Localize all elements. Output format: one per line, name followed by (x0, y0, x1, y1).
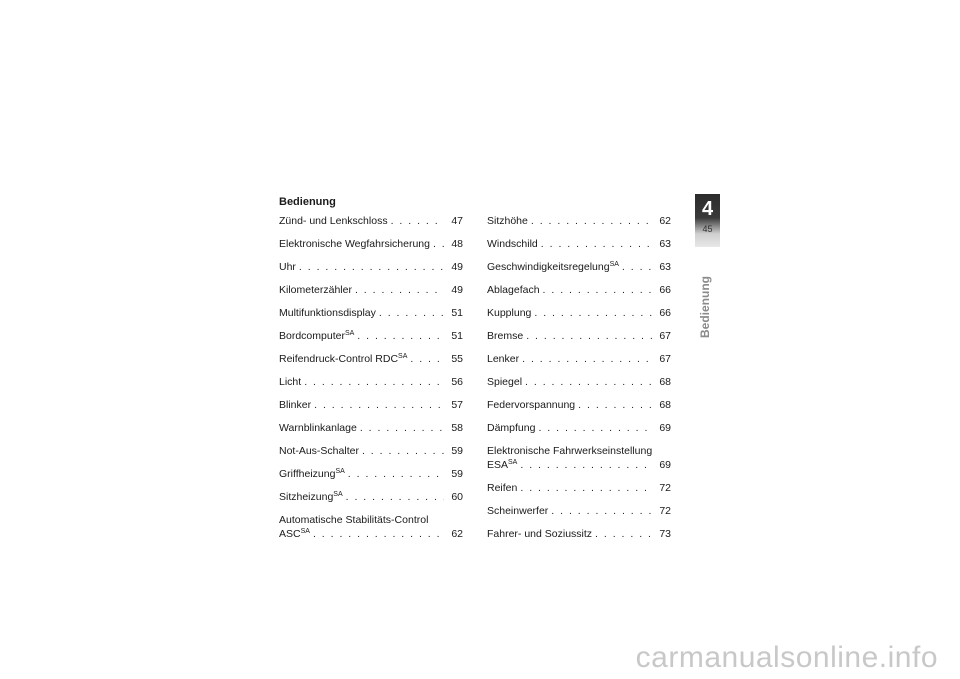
toc-entry-title: $ESA^{SA}$ (487, 459, 518, 471)
toc-entry-title: Sitzhöhe (487, 215, 528, 227)
special-equipment-marker: SA (609, 261, 619, 268)
toc-entry-title: Licht (279, 376, 302, 388)
toc-entry-page: 73 (659, 528, 671, 540)
toc-entry-title: Multifunktionsdisplay (279, 307, 376, 319)
toc-entry-title: Windschild (487, 238, 538, 250)
dot-leader (362, 445, 444, 458)
toc-entry-page: 62 (659, 215, 671, 227)
toc-entry-page: 48 (451, 238, 463, 250)
toc-entry-title: Dämpfung (487, 422, 536, 434)
special-equipment-marker: SA (335, 468, 345, 475)
toc-entry[interactable] (279, 445, 463, 458)
toc-entry-page: 68 (659, 376, 671, 388)
toc-entry-title: Scheinwerfer (487, 505, 549, 517)
dot-leader (520, 459, 652, 472)
dot-leader (595, 528, 652, 541)
toc-entry[interactable] (279, 491, 463, 504)
special-equipment-marker: SA (333, 491, 343, 498)
toc-entry-page: 51 (451, 307, 463, 319)
toc-entry-title: Fahrer- und Soziussitz (487, 528, 593, 540)
dot-leader (622, 261, 652, 274)
toc-entry[interactable] (487, 376, 671, 389)
chapter-tab (695, 194, 720, 247)
toc-entry-page: 66 (659, 284, 671, 296)
toc-entry-title: Sitzheizung$^{SA}$ (279, 491, 343, 503)
toc-entry[interactable] (279, 307, 463, 320)
special-equipment-marker: SA (300, 528, 310, 535)
special-equipment-marker: SA (344, 330, 355, 337)
toc-entry-title: Lenker (487, 353, 520, 365)
toc-entry-title: Zünd- und Lenkschloss (279, 215, 388, 227)
toc-entry-title: Warnblinkanlage (279, 422, 357, 434)
toc-entry[interactable] (487, 238, 671, 251)
toc-entry[interactable] (279, 330, 463, 343)
toc-entry-page: 63 (659, 238, 671, 250)
toc-entry[interactable] (279, 399, 463, 412)
page-number: 45 (702, 224, 713, 234)
dot-leader (525, 376, 652, 389)
toc-entry-title: Elektronische Wegfahrsicherung (279, 238, 430, 250)
toc-entry[interactable] (487, 482, 671, 495)
dot-leader (348, 468, 444, 481)
toc-entry-page: 72 (659, 482, 671, 494)
dot-leader (543, 284, 652, 297)
toc-entry[interactable] (279, 353, 463, 366)
toc-entry-title: Reifendruck-Control $RDC^{SA}$ (279, 353, 408, 365)
dot-leader (379, 307, 444, 320)
toc-entry-page: 67 (659, 330, 671, 342)
dot-leader (304, 376, 444, 389)
toc-entry-title: Reifen (487, 482, 518, 494)
toc-entry-page: 69 (659, 422, 671, 434)
toc-entry-page: 55 (451, 353, 463, 365)
toc-entry[interactable] (279, 261, 463, 274)
section-heading: Bedienung (279, 196, 336, 208)
dot-leader (355, 284, 444, 297)
toc-entry[interactable] (279, 468, 463, 481)
toc-entry-page: 47 (451, 215, 463, 227)
toc-entry-page: 56 (451, 376, 463, 388)
toc-entry[interactable] (487, 399, 671, 412)
toc-entry[interactable] (279, 238, 463, 251)
toc-entry-title: Spiegel (487, 376, 523, 388)
dot-leader (360, 422, 444, 435)
toc-right-column (487, 215, 671, 551)
toc-entry[interactable] (487, 445, 671, 472)
toc-entry-title: Uhr (279, 261, 296, 273)
toc-entry-page: 51 (451, 330, 463, 342)
toc-entry-title: Geschwindigkeitsregelung$^{SA}$ (487, 261, 619, 273)
toc-entry-title: Kilometerzähler (279, 284, 352, 296)
toc-entry-title: $ASC^{SA}$ (279, 528, 310, 540)
dot-leader (346, 491, 444, 504)
toc-entry-page: 58 (451, 422, 463, 434)
dot-leader (578, 399, 652, 412)
dot-leader (538, 422, 652, 435)
toc-entry[interactable] (279, 284, 463, 297)
toc-entry[interactable] (279, 376, 463, 389)
toc-entry-page: 68 (659, 399, 671, 411)
toc-entry-page: 59 (451, 445, 463, 457)
toc-entry-title: Ablagefach (487, 284, 540, 296)
dot-leader (410, 353, 444, 366)
toc-entry-page: 62 (451, 528, 463, 540)
toc-entry-title: Not-Aus-Schalter (279, 445, 359, 457)
toc-entry-page: 57 (451, 399, 463, 411)
chapter-side-label: Bedienung (698, 276, 712, 338)
dot-leader (299, 261, 444, 274)
dot-leader (534, 307, 652, 320)
dot-leader (433, 238, 444, 251)
dot-leader (526, 330, 652, 343)
toc-entry-page: 69 (659, 459, 671, 471)
toc-entry[interactable] (279, 514, 463, 541)
dot-leader (313, 528, 444, 541)
toc-entry[interactable] (487, 353, 671, 366)
toc-entry[interactable] (279, 215, 463, 228)
toc-entry-page: 60 (451, 491, 463, 503)
toc-entry-page: 59 (451, 468, 463, 480)
toc-entry[interactable] (487, 261, 671, 274)
toc-entry[interactable] (487, 330, 671, 343)
toc-entry[interactable] (487, 215, 671, 228)
toc-entry[interactable] (487, 284, 671, 297)
toc-entry-page: 49 (451, 261, 463, 273)
toc-entry-page: 67 (659, 353, 671, 365)
dot-leader (357, 330, 444, 343)
toc-entry-page: 63 (659, 261, 671, 273)
special-equipment-marker: SA (398, 353, 408, 360)
dot-leader (541, 238, 652, 251)
toc-entry-title: Federvorspannung (487, 399, 576, 411)
toc-entry-title: Blinker (279, 399, 312, 411)
dot-leader (551, 505, 652, 518)
toc-entry-title: Kupplung (487, 307, 532, 319)
dot-leader (522, 353, 652, 366)
toc-entry-page: 72 (659, 505, 671, 517)
dot-leader (314, 399, 444, 412)
special-equipment-marker: SA (508, 459, 518, 466)
toc-entry-title: Griffheizung$^{SA}$ (279, 468, 345, 480)
dot-leader (531, 215, 652, 228)
toc-left-column (279, 215, 463, 551)
toc-entry-title-line1: Elektronische Fahrwerkseinstellung (487, 445, 653, 457)
toc-entry[interactable] (279, 422, 463, 435)
toc-entry[interactable] (487, 422, 671, 435)
toc-entry[interactable] (487, 505, 671, 518)
toc-entry-page: 66 (659, 307, 671, 319)
toc-entry-title: Bordcomputer$^{SA}$ (279, 330, 355, 342)
toc-entry-page: 49 (451, 284, 463, 296)
dot-leader (520, 482, 652, 495)
chapter-number: 4 (701, 198, 714, 220)
toc-entry[interactable] (487, 528, 671, 541)
toc-entry-title: Bremse (487, 330, 524, 342)
toc-entry[interactable] (487, 307, 671, 320)
dot-leader (391, 215, 444, 228)
toc-entry-title-line1: Automatische Stabilitäts-Control (279, 514, 429, 526)
watermark: carmanualsonline.info (635, 641, 938, 674)
